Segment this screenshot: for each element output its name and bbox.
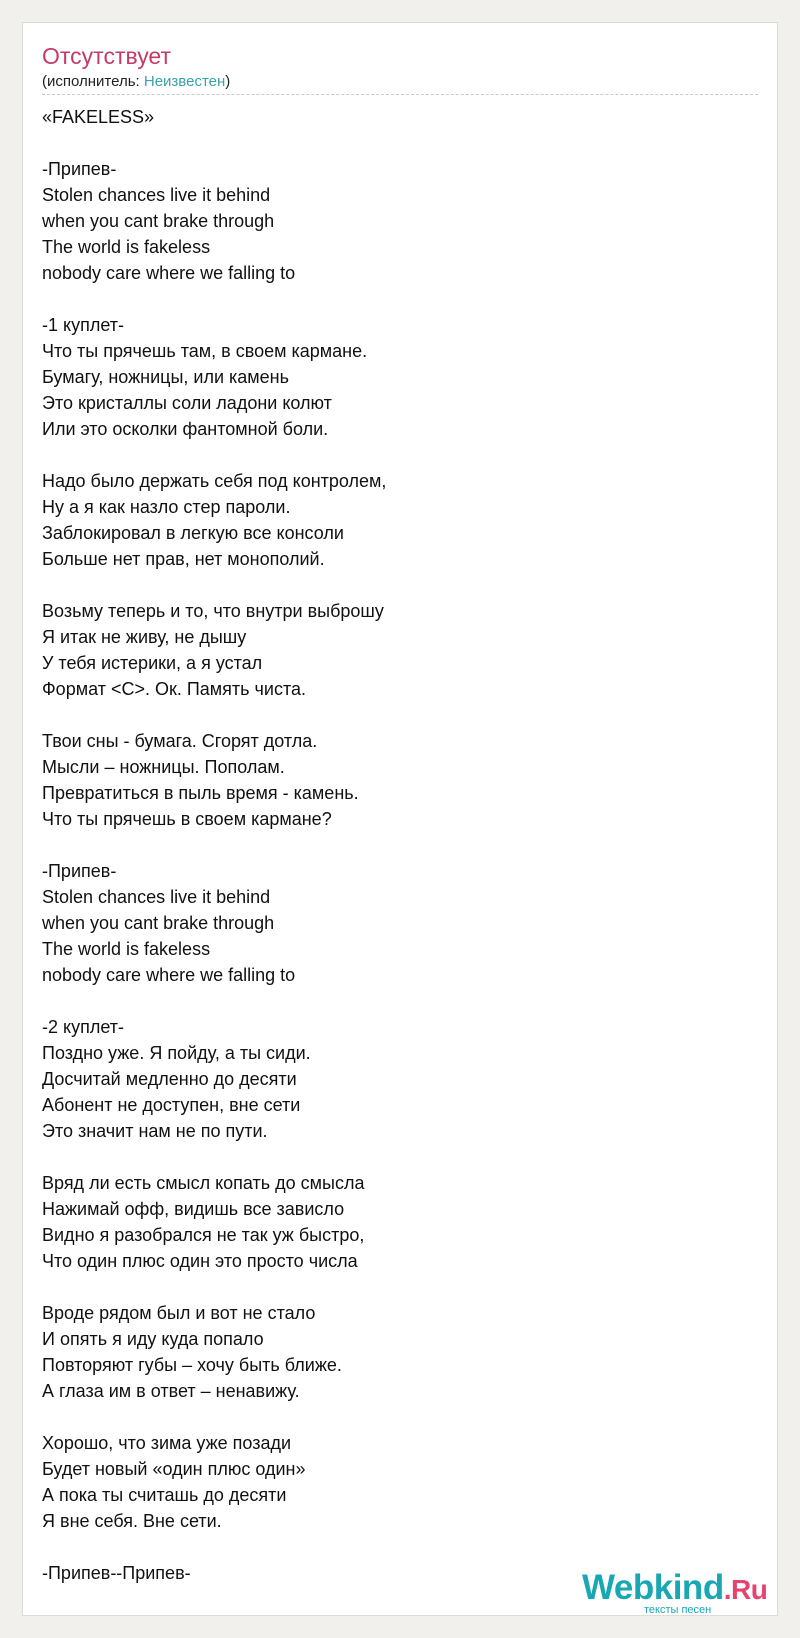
lyrics-blank-line [42, 286, 742, 312]
header-divider [42, 94, 758, 95]
lyrics-line: -2 куплет- [42, 1017, 124, 1037]
lyrics-blank-line [42, 130, 742, 156]
lyrics-blank-line [42, 832, 742, 858]
logo-wordmark: Webkind.Ru [582, 1568, 768, 1607]
lyrics-line: nobody care where we falling to [42, 263, 296, 283]
lyrics-line: Хорошо, что зима уже позади [42, 1433, 292, 1453]
lyrics-line: Вроде рядом был и вот не стало [42, 1303, 316, 1323]
lyrics-blank-line [42, 1144, 742, 1170]
lyrics-line: Превратиться в пыль время - камень. [42, 783, 359, 803]
lyrics-line: И опять я иду куда попало [42, 1329, 264, 1349]
lyrics-line: Заблокировал в легкую все консоли [42, 523, 344, 543]
lyrics-line: Или это осколки фантомной боли. [42, 419, 329, 439]
lyrics-line: Досчитай медленно до десяти [42, 1069, 297, 1089]
lyrics-line: Ну а я как назло стер пароли. [42, 497, 291, 517]
lyrics-line: -Припев- [42, 159, 117, 179]
lyrics-line: Возьму теперь и то, что внутри выброшу [42, 601, 384, 621]
song-title: Отсутствует [42, 43, 171, 69]
lyrics-blank-line [42, 1274, 742, 1300]
lyrics-line: Это значит нам не по пути. [42, 1121, 268, 1141]
lyrics-line: А глаза им в ответ – ненавижу. [42, 1381, 300, 1401]
artist-link[interactable]: Неизвестен [143, 73, 226, 90]
lyrics-line: Вряд ли есть смысл копать до смысла [42, 1173, 365, 1193]
logo-tagline: тексты песен [644, 1604, 712, 1616]
lyrics-line: Это кристаллы соли ладони колют [42, 393, 332, 413]
lyrics-line: Надо было держать себя под контролем, [42, 471, 387, 491]
lyrics-line: Больше нет прав, нет монополий. [42, 549, 325, 569]
lyrics-blank-line [42, 1534, 742, 1560]
lyrics-blank-line [42, 988, 742, 1014]
lyrics-line: Stolen chances live it behind [42, 185, 271, 205]
artist-suffix: ) [225, 73, 231, 90]
lyrics-blank-line [42, 442, 742, 468]
lyrics-blank-line [42, 702, 742, 728]
lyrics-line: Абонент не доступен, вне сети [42, 1095, 301, 1115]
lyrics-line: Бумагу, ножницы, или камень [42, 367, 289, 387]
lyrics-line: Твои сны - бумага. Сгорят дотла. [42, 731, 318, 751]
lyrics-line: Формат <С>. Ок. Память чиста. [42, 679, 307, 699]
lyrics-line: -1 куплет- [42, 315, 124, 335]
lyrics-line: when you cant brake through [42, 913, 275, 933]
lyrics-line: Я вне себя. Вне сети. [42, 1511, 222, 1531]
webkind-logo[interactable] [582, 1568, 772, 1624]
lyrics-blank-line [42, 1404, 742, 1430]
lyrics-line: The world is fakeless [42, 939, 211, 959]
lyrics-line: Поздно уже. Я пойду, а ты сиди. [42, 1043, 311, 1063]
lyrics-line: nobody care where we falling to [42, 965, 296, 985]
lyrics-line: Видно я разобрался не так уж быстро, [42, 1225, 365, 1245]
lyrics-line: Будет новый «один плюс один» [42, 1459, 306, 1479]
lyrics-line: Мысли – ножницы. Пополам. [42, 757, 285, 777]
lyrics-line: Что ты прячешь там, в своем кармане. [42, 341, 368, 361]
lyrics-line: Что один плюс один это просто числа [42, 1251, 358, 1271]
lyrics-line: The world is fakeless [42, 237, 211, 257]
lyrics-line: -Припев- [42, 861, 117, 881]
lyrics-line: Stolen chances live it behind [42, 887, 271, 907]
lyrics-line: У тебя истерики, а я устал [42, 653, 263, 673]
lyrics-blank-line [42, 572, 742, 598]
lyrics-line: when you cant brake through [42, 211, 275, 231]
lyrics-line: А пока ты считашь до десяти [42, 1485, 287, 1505]
lyrics-line: -Припев--Припев- [42, 1563, 191, 1583]
artist-prefix: (исполнитель: [42, 73, 144, 90]
artist-line [42, 72, 230, 92]
lyrics-line: Что ты прячешь в своем кармане? [42, 809, 332, 829]
lyrics-line: Нажимай офф, видишь все зависло [42, 1199, 345, 1219]
lyrics-line: Я итак не живу, не дышу [42, 627, 247, 647]
lyrics-line: Повторяют губы – хочу быть ближе. [42, 1355, 342, 1375]
lyrics-body [42, 104, 742, 1586]
lyrics-line: «FAKELESS» [42, 107, 155, 127]
